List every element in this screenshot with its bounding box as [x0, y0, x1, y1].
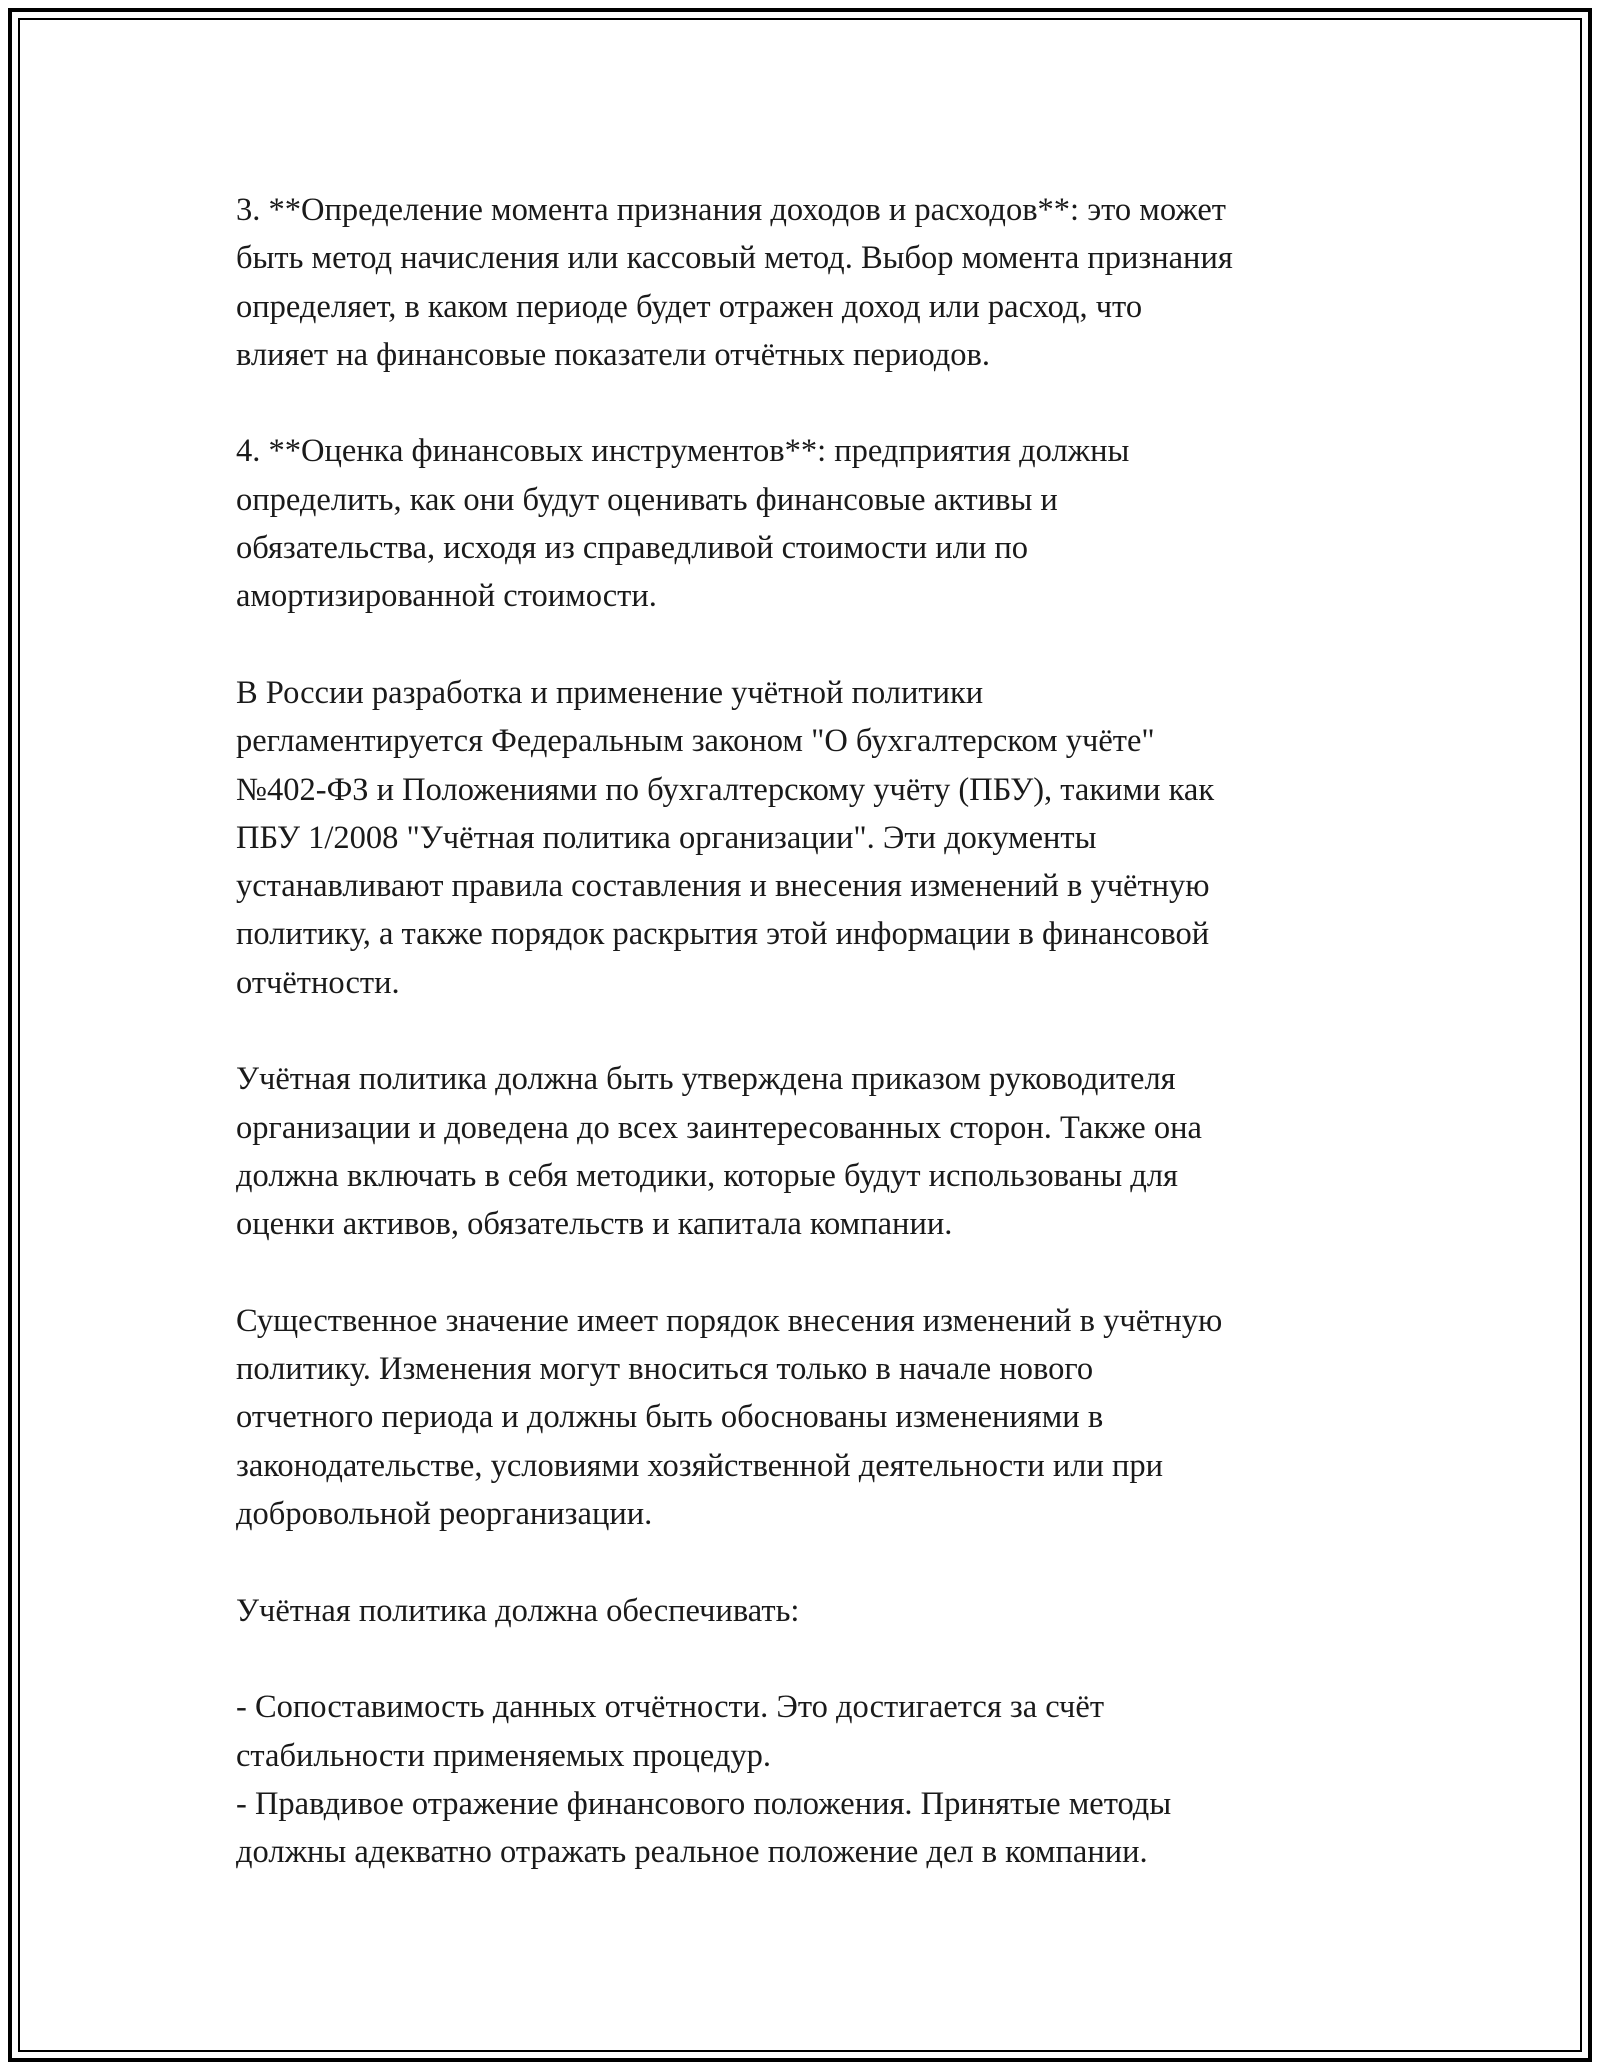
text-line: политику, а также порядок раскрытия этой информации в финансовой [236, 916, 1210, 953]
requirements-list [236, 1683, 1376, 1876]
text-line: должна включать в себя методики, которые будут использованы для [236, 1157, 1179, 1194]
document-body [236, 186, 1376, 1876]
text-line: добровольной реорганизации. [236, 1496, 653, 1533]
text-line: регламентируется Федеральным законом "О бухгалтерском учёте" [236, 723, 1155, 760]
list-item-continuation: должны адекватно отражать реальное положение дел в компании. [236, 1834, 1148, 1871]
list-item-continuation: стабильности применяемых процедур. [236, 1737, 772, 1774]
paragraph-item-3 [236, 186, 1376, 379]
text-line: обязательства, исходя из справедливой стоимости или по [236, 530, 1028, 567]
text-line: Существенное значение имеет порядок внесения изменений в учётную [236, 1302, 1223, 1339]
list-item: - Сопоставимость данных отчётности. Это достигается за счёт [236, 1689, 1105, 1726]
text-line: законодательстве, условиями хозяйственной деятельности или при [236, 1447, 1164, 1484]
text-line: ПБУ 1/2008 "Учётная политика организации". Эти документы [236, 819, 1097, 856]
text-line: отчётности. [236, 964, 400, 1001]
text-line: организации и доведена до всех заинтересованных сторон. Также она [236, 1109, 1202, 1146]
text-line: №402-ФЗ и Положениями по бухгалтерскому учёту (ПБУ), такими как [236, 771, 1215, 808]
text-line: политику. Изменения могут вноситься только в начале нового [236, 1351, 1094, 1388]
text-line: оценки активов, обязательств и капитала компании. [236, 1206, 953, 1243]
text-line: Учётная политика должна обеспечивать: [236, 1592, 800, 1629]
paragraph-item-4 [236, 427, 1376, 620]
text-line: устанавливают правила составления и внесения изменений в учётную [236, 868, 1210, 905]
paragraph-must-ensure [236, 1587, 1376, 1635]
text-line: В России разработка и применение учётной политики [236, 674, 984, 711]
text-line: 3. **Определение момента признания доходов и расходов**: это может [236, 192, 1226, 228]
text-line: влияет на финансовые показатели отчётных периодов. [236, 336, 991, 373]
paragraph-approval [236, 1055, 1376, 1248]
text-line: быть метод начисления или кассовый метод. Выбор момента признания [236, 240, 1233, 277]
text-line: определяет, в каком периоде будет отражен доход или расход, что [236, 288, 1143, 325]
text-line: амортизированной стоимости. [236, 578, 657, 615]
text-line: определить, как они будут оценивать финансовые активы и [236, 481, 1058, 518]
text-line: отчетного периода и должны быть обоснованы изменениями в [236, 1399, 1104, 1436]
paragraph-changes [236, 1297, 1376, 1538]
text-line: 4. **Оценка финансовых инструментов**: предприятия должны [236, 433, 1130, 470]
text-line: Учётная политика должна быть утверждена приказом руководителя [236, 1061, 1176, 1098]
list-item: - Правдивое отражение финансового положения. Принятые методы [236, 1785, 1172, 1822]
paragraph-russia-regulation [236, 669, 1376, 1007]
